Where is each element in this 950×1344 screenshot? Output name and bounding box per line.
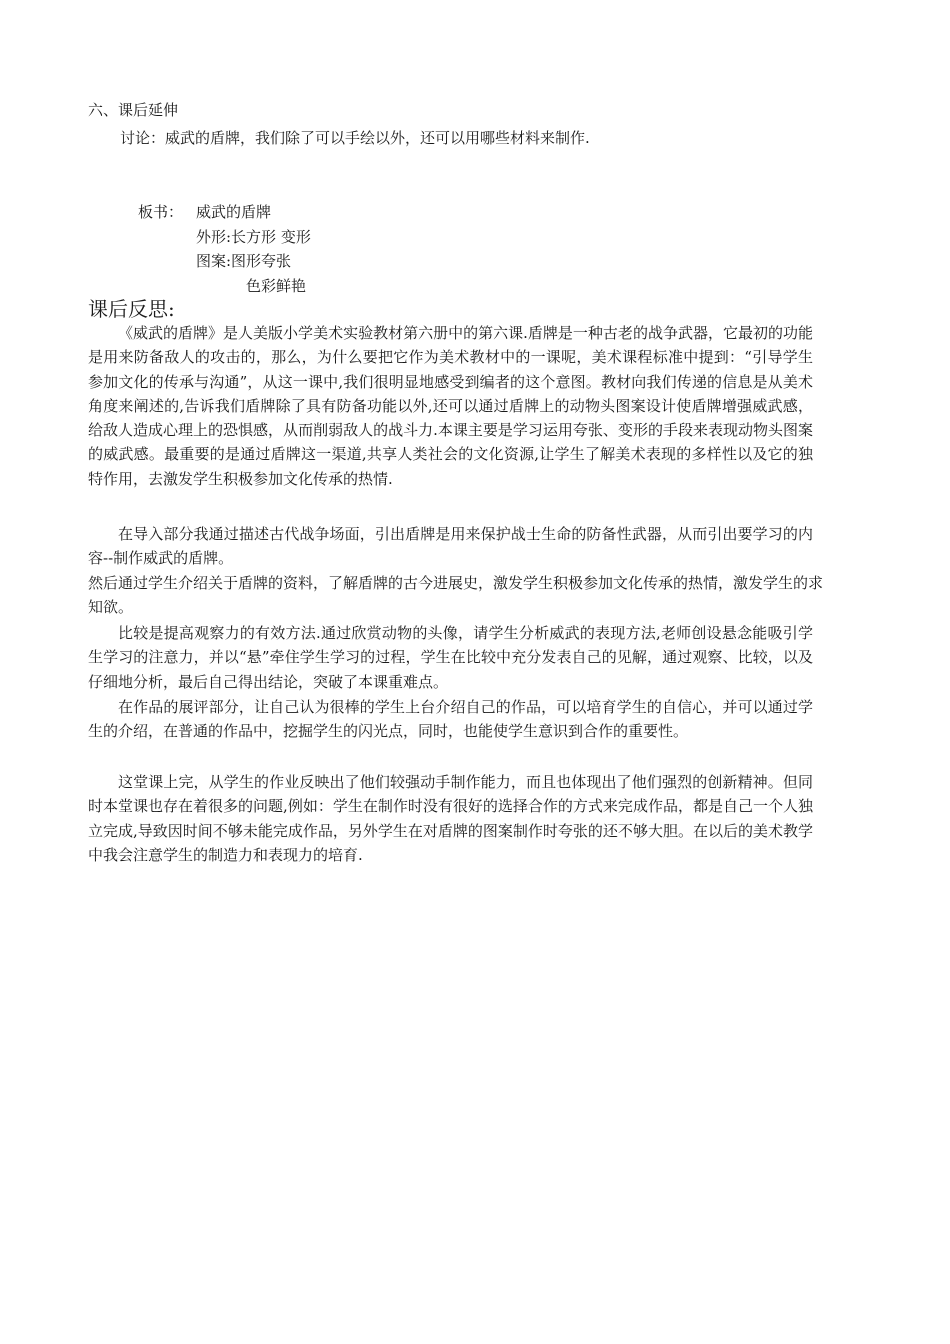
section-heading-extension: 六、课后延伸 — [88, 101, 179, 119]
reflection-paragraph: 比较是提高观察力的有效方法.通过欣赏动物的头像，请学生分析威武的表现方法,老师创设悬念能吸引学生学习的注意力，并以“悬”牵住学生学习的过程，学生在比较中充分发表自己的见解，通过观察、比较，以及仔细地分析，最后自己得出结论，突破了本课重难点。 — [88, 624, 813, 691]
reflection-paragraph: 在导入部分我通过描述古代战争场面，引出盾牌是用来保护战士生命的防备性武器，从而引出要学习的内容--制作威武的盾牌。 — [88, 525, 813, 568]
board-label: 板书： — [138, 203, 184, 221]
board-title: 威武的盾牌 — [196, 203, 272, 221]
reflection-paragraph: 这堂课上完，从学生的作业反映出了他们较强动手制作能力，而且也体现出了他们强烈的创新精神。但同时本堂课也存在着很多的问题,例如：学生在制作时没有很好的选择合作的方式来完成作品，都是自己一个人独立完成,导致因时间不够未能完成作品，另外学生在对盾牌的图案制作时夸张的还不够大胆。在以后的美术教学中我会注意学生的制造力和表现力的培育. — [88, 773, 813, 864]
board-pattern-line: 图案:图形夸张 — [196, 252, 292, 270]
reflection-title: 课后反思: — [88, 297, 175, 321]
board-shape-line: 外形:长方形 变形 — [196, 228, 311, 246]
board-color-line: 色彩鲜艳 — [246, 277, 307, 295]
reflection-paragraph: 在作品的展评部分，让自己认为很棒的学生上台介绍自己的作品，可以培育学生的自信心，并可以通过学生的介绍，在普通的作品中，挖掘学生的闪光点，同时，也能使学生意识到合作的重要性。 — [88, 698, 813, 741]
discussion-text: 讨论：威武的盾牌，我们除了可以手绘以外，还可以用哪些材料来制作. — [120, 129, 590, 147]
reflection-paragraph: 然后通过学生介绍关于盾牌的资料，了解盾牌的古今进展史，激发学生积极参加文化传承的热情，激发学生的求知欲。 — [88, 574, 824, 617]
reflection-paragraph: 《威武的盾牌》是人美版小学美术实验教材第六册中的第六课.盾牌是一种古老的战争武器，它最初的功能是用来防备敌人的攻击的，那么，为什么要把它作为美术教材中的一课呢，美术课程标准中提到：“引导学生参加文化的传承与沟通”，从这一课中,我们很明显地感受到编者的这个意图。教材向我们传递的信息是从美术角度来阐述的,告诉我们盾牌除了具有防备功能以外,还可以通过盾牌上的动物头图案设计使盾牌增强威武感，给敌人造成心理上的恐惧感，从而削弱敌人的战斗力.本课主要是学习运用夸张、变形的手段来表现动物头图案的威武感。最重要的是通过盾牌这一渠道,共享人类社会的文化资源,让学生了解美术表现的多样性以及它的独特作用，去激发学生积极参加文化传承的热情. — [88, 324, 813, 488]
